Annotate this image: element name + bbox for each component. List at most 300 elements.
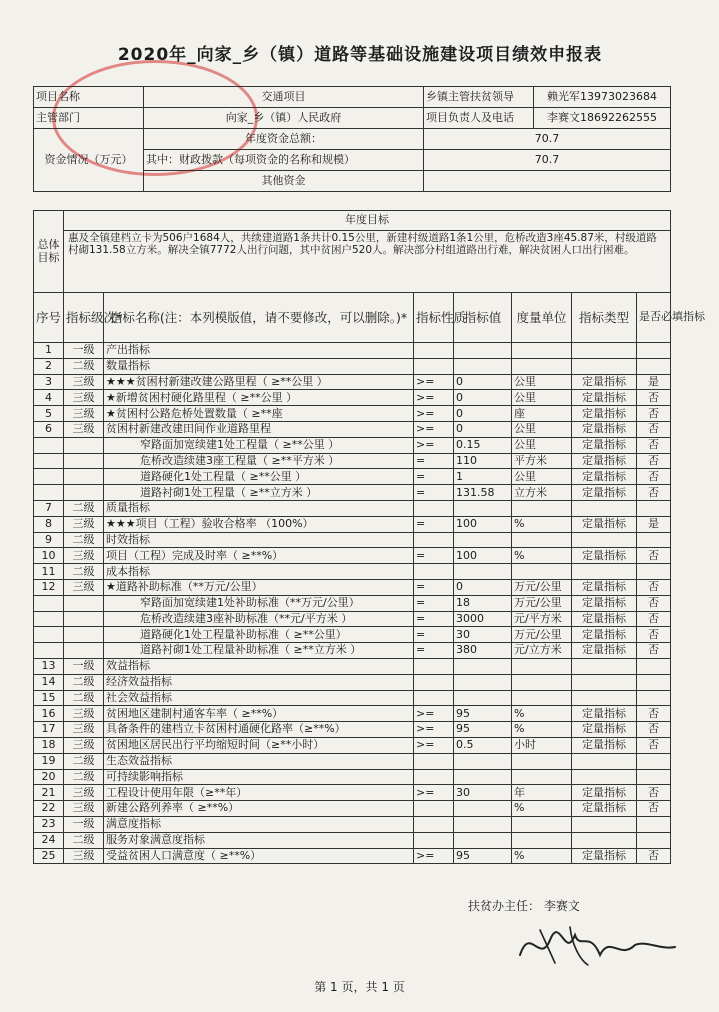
row-unit — [512, 343, 572, 359]
table-row — [34, 627, 671, 643]
row-unit: % — [512, 848, 572, 864]
row-nature: = — [414, 611, 454, 627]
row-name: 具备条件的建档立卡贫困村通硬化路率（≥**%） — [104, 722, 414, 738]
row-nature: = — [414, 595, 454, 611]
row-nature — [414, 816, 454, 832]
row-unit: 万元/公里 — [512, 595, 572, 611]
row-required: 否 — [637, 848, 671, 864]
col-type: 指标类型 — [572, 293, 637, 343]
row-nature: >= — [414, 437, 454, 453]
row-unit: 立方米 — [512, 485, 572, 501]
row-type — [572, 658, 637, 674]
row-type — [572, 753, 637, 769]
row-unit — [512, 358, 572, 374]
row-value: 100 — [454, 548, 512, 564]
row-unit: % — [512, 548, 572, 564]
row-required: 是 — [637, 516, 671, 532]
row-level: 二级 — [64, 832, 104, 848]
table-row — [34, 390, 671, 406]
table-row — [34, 753, 671, 769]
row-level: 三级 — [64, 801, 104, 817]
row-seq: 8 — [34, 516, 64, 532]
project-lead-value: 李赛文18692262555 — [534, 108, 671, 129]
row-level: 三级 — [64, 706, 104, 722]
table-row — [34, 358, 671, 374]
row-required: 否 — [637, 469, 671, 485]
row-type: 定量指标 — [572, 722, 637, 738]
row-level: 二级 — [64, 753, 104, 769]
row-level: 三级 — [64, 390, 104, 406]
row-type: 定量指标 — [572, 579, 637, 595]
table-row — [34, 516, 671, 532]
row-name: 质量指标 — [104, 500, 414, 516]
row-type: 定量指标 — [572, 737, 637, 753]
row-type — [572, 690, 637, 706]
row-level: 三级 — [64, 848, 104, 864]
table-row — [34, 658, 671, 674]
row-unit — [512, 500, 572, 516]
row-required: 否 — [637, 737, 671, 753]
goal-text: 惠及全镇建档立卡为506户1684人，共续建道路1条共计0.15公里，新建村级道路1条1公里，危桥改造3座45.87米，村级道路村砌131.58立方米。解决全镇7772人出行问题，其中贫困户520人。解决部分村组道路出行难，解决贫困人口出行困难。 — [64, 231, 671, 293]
row-value: 0.5 — [454, 737, 512, 753]
row-unit: % — [512, 801, 572, 817]
row-type — [572, 532, 637, 548]
row-unit: 万元/公里 — [512, 627, 572, 643]
row-name: 服务对象满意度指标 — [104, 832, 414, 848]
row-type: 定量指标 — [572, 801, 637, 817]
row-nature: >= — [414, 390, 454, 406]
row-required: 否 — [637, 548, 671, 564]
row-required: 否 — [637, 643, 671, 659]
row-name: 道路硬化1处工程量（ ≥**公里 ） — [104, 469, 414, 485]
row-nature: = — [414, 643, 454, 659]
table-row — [34, 674, 671, 690]
row-type: 定量指标 — [572, 453, 637, 469]
row-type: 定量指标 — [572, 516, 637, 532]
row-name: 受益贫困人口满意度（ ≥**%） — [104, 848, 414, 864]
row-unit — [512, 564, 572, 580]
project-name-label: 项目名称 — [34, 87, 144, 108]
row-seq: 22 — [34, 801, 64, 817]
row-unit: % — [512, 706, 572, 722]
row-value: 0 — [454, 374, 512, 390]
row-required — [637, 690, 671, 706]
row-level — [64, 437, 104, 453]
project-lead-label: 项目负责人及电话 — [424, 108, 534, 129]
row-required — [637, 343, 671, 359]
indicator-table — [33, 292, 705, 864]
row-seq: 21 — [34, 785, 64, 801]
row-unit: 元/平方米 — [512, 611, 572, 627]
row-type: 定量指标 — [572, 406, 637, 422]
row-value: 0 — [454, 421, 512, 437]
row-type: 定量指标 — [572, 421, 637, 437]
row-nature: = — [414, 485, 454, 501]
row-unit: 公里 — [512, 421, 572, 437]
row-seq: 3 — [34, 374, 64, 390]
row-nature — [414, 343, 454, 359]
row-required — [637, 532, 671, 548]
row-nature — [414, 769, 454, 785]
table-row — [34, 848, 671, 864]
table-row — [34, 437, 671, 453]
col-nature: 指标性质 — [414, 293, 454, 343]
row-nature: >= — [414, 722, 454, 738]
row-nature: = — [414, 548, 454, 564]
row-type: 定量指标 — [572, 627, 637, 643]
row-value — [454, 658, 512, 674]
row-nature — [414, 532, 454, 548]
row-name: 道路硬化1处工程量补助标准（ ≥**公里） — [104, 627, 414, 643]
row-value: 1 — [454, 469, 512, 485]
signer-label: 扶贫办主任： 李赛文 — [468, 899, 580, 913]
row-level: 三级 — [64, 374, 104, 390]
row-required: 否 — [637, 706, 671, 722]
row-name: ★道路补助标准（**万元/公里） — [104, 579, 414, 595]
row-type — [572, 564, 637, 580]
row-level — [64, 453, 104, 469]
row-value: 131.58 — [454, 485, 512, 501]
row-value: 95 — [454, 848, 512, 864]
row-unit: 公里 — [512, 469, 572, 485]
row-name: 经济效益指标 — [104, 674, 414, 690]
table-row — [34, 564, 671, 580]
row-type — [572, 358, 637, 374]
row-value — [454, 358, 512, 374]
row-level: 二级 — [64, 674, 104, 690]
project-info-table — [33, 86, 671, 192]
row-name: 窄路面加宽续建1处补助标准（**万元/公里） — [104, 595, 414, 611]
row-name: 数量指标 — [104, 358, 414, 374]
row-seq: 4 — [34, 390, 64, 406]
row-nature — [414, 358, 454, 374]
table-row — [34, 690, 671, 706]
row-required: 否 — [637, 485, 671, 501]
row-seq: 11 — [34, 564, 64, 580]
table-row — [34, 453, 671, 469]
row-seq: 19 — [34, 753, 64, 769]
row-seq: 16 — [34, 706, 64, 722]
row-name: 满意度指标 — [104, 816, 414, 832]
row-required — [637, 816, 671, 832]
row-name: 道路衬砌1处工程量补助标准（ ≥**立方米 ） — [104, 643, 414, 659]
row-required: 否 — [637, 627, 671, 643]
row-seq: 14 — [34, 674, 64, 690]
row-type — [572, 500, 637, 516]
annual-total-value: 70.7 — [424, 129, 671, 150]
row-value — [454, 564, 512, 580]
row-seq: 15 — [34, 690, 64, 706]
project-name-value: 交通项目 — [144, 87, 424, 108]
row-level — [64, 643, 104, 659]
table-row — [34, 406, 671, 422]
row-value: 3000 — [454, 611, 512, 627]
row-value — [454, 500, 512, 516]
row-seq: 7 — [34, 500, 64, 516]
table-row — [34, 595, 671, 611]
table-row — [34, 737, 671, 753]
annual-total-label: 年度资金总额： — [144, 129, 424, 150]
table-row — [34, 785, 671, 801]
row-seq — [34, 485, 64, 501]
row-name: 项目（工程）完成及时率（ ≥**%） — [104, 548, 414, 564]
col-name: 指标名称(注：本列模版值，请不要修改，可以删除。)* — [104, 293, 414, 343]
page-title: 2020年_向家_乡（镇）道路等基础设施建设项目绩效申报表 — [117, 45, 603, 65]
row-level: 二级 — [64, 769, 104, 785]
other-funds-value — [424, 171, 671, 192]
row-required: 否 — [637, 390, 671, 406]
row-value: 0.15 — [454, 437, 512, 453]
row-value — [454, 532, 512, 548]
row-seq: 9 — [34, 532, 64, 548]
table-row — [34, 832, 671, 848]
row-level: 二级 — [64, 500, 104, 516]
row-nature: = — [414, 469, 454, 485]
row-value — [454, 816, 512, 832]
row-nature — [414, 753, 454, 769]
col-value: 指标值 — [454, 293, 512, 343]
row-nature: >= — [414, 848, 454, 864]
table-row — [34, 816, 671, 832]
row-value — [454, 769, 512, 785]
fiscal-label: 其中：财政拨款（每项资金的名称和规模） — [144, 150, 424, 171]
row-level: 一级 — [64, 658, 104, 674]
table-row — [34, 801, 671, 817]
page-number: 第 1 页，共 1 页 — [314, 980, 405, 994]
row-unit: % — [512, 516, 572, 532]
table-row — [34, 532, 671, 548]
row-nature — [414, 801, 454, 817]
town-leader-value: 赖光军13973023684 — [534, 87, 671, 108]
row-value: 95 — [454, 722, 512, 738]
row-type — [572, 343, 637, 359]
row-name: 窄路面加宽续建1处工程量（ ≥**公里 ） — [104, 437, 414, 453]
row-unit: 小时 — [512, 737, 572, 753]
row-level: 一级 — [64, 816, 104, 832]
row-unit: 平方米 — [512, 453, 572, 469]
funds-label: 资金情况（万元） — [34, 129, 144, 192]
row-type: 定量指标 — [572, 469, 637, 485]
row-nature: = — [414, 627, 454, 643]
row-required — [637, 358, 671, 374]
row-level — [64, 485, 104, 501]
row-value: 380 — [454, 643, 512, 659]
row-type: 定量指标 — [572, 706, 637, 722]
row-seq — [34, 595, 64, 611]
row-required: 否 — [637, 595, 671, 611]
row-seq: 25 — [34, 848, 64, 864]
row-nature: = — [414, 453, 454, 469]
row-seq: 20 — [34, 769, 64, 785]
row-nature: >= — [414, 421, 454, 437]
row-name: 生态效益指标 — [104, 753, 414, 769]
row-required: 是 — [637, 374, 671, 390]
table-row — [34, 611, 671, 627]
row-unit: % — [512, 722, 572, 738]
col-required: 是否必填指标 — [637, 293, 671, 343]
row-value — [454, 801, 512, 817]
dept-value: 向家_乡（镇）人民政府 — [144, 108, 424, 129]
row-level: 三级 — [64, 579, 104, 595]
row-seq: 5 — [34, 406, 64, 422]
row-type: 定量指标 — [572, 390, 637, 406]
row-unit: 万元/公里 — [512, 579, 572, 595]
row-seq: 17 — [34, 722, 64, 738]
row-name: ★★★项目（工程）验收合格率 （100%） — [104, 516, 414, 532]
row-level — [64, 595, 104, 611]
row-required: 否 — [637, 406, 671, 422]
indicator-rows — [34, 343, 671, 864]
row-required — [637, 564, 671, 580]
row-unit: 年 — [512, 785, 572, 801]
row-name: 成本指标 — [104, 564, 414, 580]
handwritten-signature — [510, 915, 680, 975]
row-value: 110 — [454, 453, 512, 469]
row-name: 社会效益指标 — [104, 690, 414, 706]
row-seq — [34, 627, 64, 643]
row-level: 二级 — [64, 532, 104, 548]
row-name: 危桥改造续建3座工程量（ ≥**平方米 ） — [104, 453, 414, 469]
row-name: 工程设计使用年限（≥**年） — [104, 785, 414, 801]
row-seq: 23 — [34, 816, 64, 832]
table-row — [34, 706, 671, 722]
col-seq: 序号 — [34, 293, 64, 343]
row-required: 否 — [637, 437, 671, 453]
row-required: 否 — [637, 579, 671, 595]
row-seq: 18 — [34, 737, 64, 753]
overall-goal-table — [33, 210, 671, 293]
row-seq — [34, 643, 64, 659]
row-seq — [34, 453, 64, 469]
row-level: 二级 — [64, 564, 104, 580]
row-name: 危桥改造续建3座补助标准（**元/平方米 ） — [104, 611, 414, 627]
goal-side-label: 总体目标 — [34, 211, 64, 293]
row-required: 否 — [637, 785, 671, 801]
row-nature: = — [414, 579, 454, 595]
row-nature: >= — [414, 785, 454, 801]
row-name: 新建公路列养率（ ≥**%） — [104, 801, 414, 817]
fiscal-value: 70.7 — [424, 150, 671, 171]
row-unit — [512, 658, 572, 674]
table-row — [34, 374, 671, 390]
row-name: 贫困地区建制村通客车率（ ≥**%） — [104, 706, 414, 722]
row-value — [454, 674, 512, 690]
table-row — [34, 500, 671, 516]
row-unit: 公里 — [512, 437, 572, 453]
row-unit — [512, 816, 572, 832]
row-type — [572, 769, 637, 785]
row-value: 95 — [454, 706, 512, 722]
row-unit — [512, 832, 572, 848]
row-unit — [512, 674, 572, 690]
row-name: 产出指标 — [104, 343, 414, 359]
row-required: 否 — [637, 421, 671, 437]
row-seq: 1 — [34, 343, 64, 359]
row-seq: 24 — [34, 832, 64, 848]
row-unit — [512, 532, 572, 548]
row-unit: 公里 — [512, 390, 572, 406]
row-unit: 公里 — [512, 374, 572, 390]
row-required — [637, 500, 671, 516]
row-level: 一级 — [64, 343, 104, 359]
row-seq: 2 — [34, 358, 64, 374]
row-nature: >= — [414, 737, 454, 753]
row-type: 定量指标 — [572, 485, 637, 501]
row-value — [454, 832, 512, 848]
row-seq: 6 — [34, 421, 64, 437]
table-row — [34, 579, 671, 595]
row-value: 30 — [454, 785, 512, 801]
row-value: 30 — [454, 627, 512, 643]
row-name: ★★★贫困村新建改建公路里程（ ≥**公里 ） — [104, 374, 414, 390]
row-value: 0 — [454, 579, 512, 595]
row-level: 三级 — [64, 722, 104, 738]
row-nature — [414, 832, 454, 848]
row-value: 0 — [454, 390, 512, 406]
row-name: 时效指标 — [104, 532, 414, 548]
row-nature: >= — [414, 374, 454, 390]
row-type: 定量指标 — [572, 548, 637, 564]
row-type: 定量指标 — [572, 437, 637, 453]
row-name: 贫困村新建改建田间作业道路里程 — [104, 421, 414, 437]
row-unit — [512, 769, 572, 785]
row-seq: 13 — [34, 658, 64, 674]
row-level: 二级 — [64, 358, 104, 374]
row-required: 否 — [637, 611, 671, 627]
row-name: 可持续影响指标 — [104, 769, 414, 785]
row-name: ★贫困村公路危桥处置数量（ ≥**座 — [104, 406, 414, 422]
row-name: 贫困地区居民出行平均缩短时间（≥**小时） — [104, 737, 414, 753]
row-seq — [34, 469, 64, 485]
row-level — [64, 611, 104, 627]
row-type — [572, 832, 637, 848]
row-required: 否 — [637, 453, 671, 469]
row-value: 100 — [454, 516, 512, 532]
row-value — [454, 690, 512, 706]
row-name: 道路衬砌1处工程量（ ≥**立方米 ） — [104, 485, 414, 501]
table-row — [34, 343, 671, 359]
table-row — [34, 548, 671, 564]
row-nature — [414, 690, 454, 706]
row-level: 二级 — [64, 690, 104, 706]
row-required: 否 — [637, 801, 671, 817]
table-row — [34, 722, 671, 738]
table-row — [34, 485, 671, 501]
table-row — [34, 469, 671, 485]
row-level — [64, 469, 104, 485]
row-seq — [34, 611, 64, 627]
row-nature — [414, 564, 454, 580]
row-nature: = — [414, 516, 454, 532]
row-seq — [34, 437, 64, 453]
row-required — [637, 753, 671, 769]
row-type — [572, 674, 637, 690]
row-seq: 12 — [34, 579, 64, 595]
row-level: 三级 — [64, 548, 104, 564]
row-level: 三级 — [64, 516, 104, 532]
row-required: 否 — [637, 722, 671, 738]
row-required — [637, 674, 671, 690]
col-unit: 度量单位 — [512, 293, 572, 343]
row-required — [637, 769, 671, 785]
goal-heading: 年度目标 — [64, 211, 671, 231]
row-unit: 元/立方米 — [512, 643, 572, 659]
table-row — [34, 421, 671, 437]
row-value — [454, 753, 512, 769]
row-level: 三级 — [64, 785, 104, 801]
row-value — [454, 343, 512, 359]
dept-label: 主管部门 — [34, 108, 144, 129]
